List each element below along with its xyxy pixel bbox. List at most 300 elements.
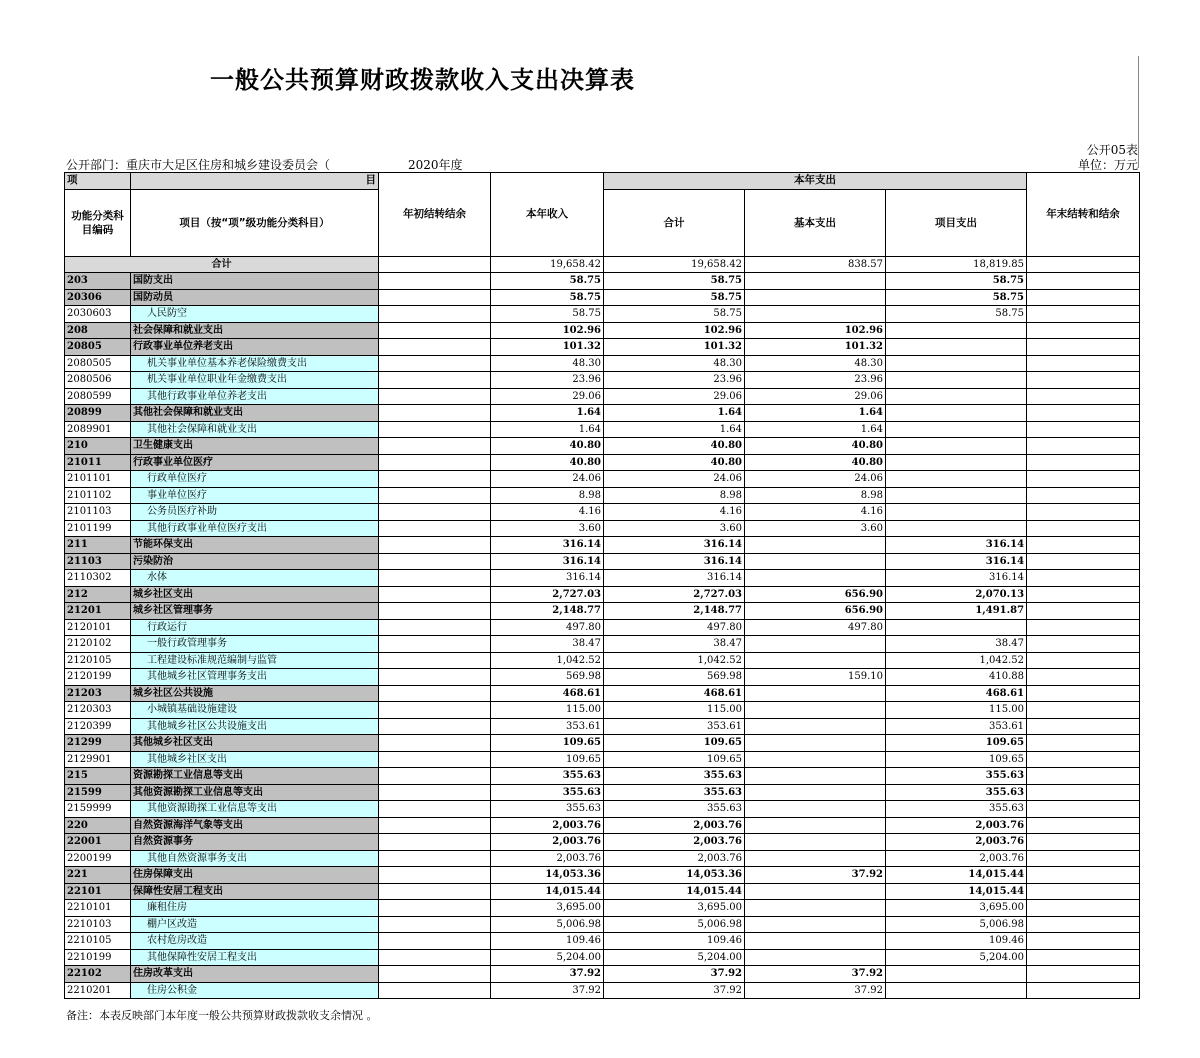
row-income: 3.60 [491, 520, 604, 537]
table-row [65, 339, 1140, 356]
total-basic: 838.57 [745, 256, 886, 273]
table-row [65, 322, 1140, 339]
row-end [1027, 718, 1140, 735]
row-income: 316.14 [491, 553, 604, 570]
row-name: 其他行政事业单位养老支出 [131, 388, 379, 405]
table-row [65, 801, 1140, 818]
row-income: 316.14 [491, 570, 604, 587]
row-project: 1,042.52 [886, 652, 1027, 669]
row-basic: 24.06 [745, 471, 886, 488]
row-total: 58.75 [604, 289, 745, 306]
row-code: 2210201 [65, 982, 131, 999]
row-project [886, 339, 1027, 356]
row-project: 109.65 [886, 735, 1027, 752]
table-row [65, 850, 1140, 867]
row-begin [379, 454, 491, 471]
row-project: 58.75 [886, 306, 1027, 323]
row-income: 4.16 [491, 504, 604, 521]
row-income: 40.80 [491, 454, 604, 471]
header-basic: 基本支出 [745, 189, 886, 256]
table-row [65, 537, 1140, 554]
row-begin [379, 504, 491, 521]
row-name: 资源勘探工业信息等支出 [131, 768, 379, 785]
row-name: 国防动员 [131, 289, 379, 306]
row-code: 210 [65, 438, 131, 455]
table-row [65, 966, 1140, 983]
row-income: 5,006.98 [491, 916, 604, 933]
row-basic [745, 306, 886, 323]
row-end [1027, 520, 1140, 537]
row-project: 2,003.76 [886, 817, 1027, 834]
table-row [65, 306, 1140, 323]
row-basic [745, 768, 886, 785]
row-total: 3,695.00 [604, 900, 745, 917]
row-income: 37.92 [491, 982, 604, 999]
row-basic [745, 718, 886, 735]
row-begin [379, 603, 491, 620]
row-code: 2030603 [65, 306, 131, 323]
header-project: 项目支出 [886, 189, 1027, 256]
table-row [65, 867, 1140, 884]
row-name: 国防支出 [131, 273, 379, 290]
row-begin [379, 933, 491, 950]
row-begin [379, 487, 491, 504]
row-project: 316.14 [886, 570, 1027, 587]
row-income: 102.96 [491, 322, 604, 339]
total-total: 19,658.42 [604, 256, 745, 273]
row-project [886, 322, 1027, 339]
row-income: 29.06 [491, 388, 604, 405]
row-end [1027, 982, 1140, 999]
row-project: 410.88 [886, 669, 1027, 686]
row-name: 水体 [131, 570, 379, 587]
row-basic: 656.90 [745, 603, 886, 620]
row-total: 115.00 [604, 702, 745, 719]
row-name: 一般行政管理事务 [131, 636, 379, 653]
row-project: 115.00 [886, 702, 1027, 719]
row-project [886, 619, 1027, 636]
row-begin [379, 636, 491, 653]
row-name: 其他资源勘探工业信息等支出 [131, 784, 379, 801]
row-end [1027, 553, 1140, 570]
row-end [1027, 388, 1140, 405]
table-row [65, 619, 1140, 636]
row-total: 3.60 [604, 520, 745, 537]
row-name: 农村危房改造 [131, 933, 379, 950]
row-end [1027, 883, 1140, 900]
row-code: 2210101 [65, 900, 131, 917]
table-row [65, 603, 1140, 620]
row-total: 109.65 [604, 735, 745, 752]
row-basic [745, 916, 886, 933]
row-basic: 1.64 [745, 405, 886, 422]
row-income: 23.96 [491, 372, 604, 389]
row-begin [379, 916, 491, 933]
row-total: 58.75 [604, 273, 745, 290]
row-begin [379, 900, 491, 917]
row-total: 355.63 [604, 784, 745, 801]
row-income: 58.75 [491, 306, 604, 323]
row-begin [379, 751, 491, 768]
row-basic [745, 273, 886, 290]
row-basic: 23.96 [745, 372, 886, 389]
row-project: 316.14 [886, 553, 1027, 570]
row-income: 101.32 [491, 339, 604, 356]
row-total: 497.80 [604, 619, 745, 636]
row-begin [379, 652, 491, 669]
row-begin [379, 289, 491, 306]
row-begin [379, 768, 491, 785]
row-income: 24.06 [491, 471, 604, 488]
row-total: 101.32 [604, 339, 745, 356]
table-row [65, 916, 1140, 933]
row-income: 355.63 [491, 768, 604, 785]
row-income: 2,003.76 [491, 817, 604, 834]
row-project: 1,491.87 [886, 603, 1027, 620]
row-basic [745, 652, 886, 669]
row-income: 2,727.03 [491, 586, 604, 603]
row-total: 102.96 [604, 322, 745, 339]
row-name: 事业单位医疗 [131, 487, 379, 504]
row-basic [745, 702, 886, 719]
row-code: 21103 [65, 553, 131, 570]
row-end [1027, 916, 1140, 933]
row-name: 住房改革支出 [131, 966, 379, 983]
total-income: 19,658.42 [491, 256, 604, 273]
row-begin [379, 850, 491, 867]
row-begin [379, 339, 491, 356]
row-project: 58.75 [886, 289, 1027, 306]
form-code: 公开05表 [1086, 143, 1138, 157]
row-total: 8.98 [604, 487, 745, 504]
table-row [65, 570, 1140, 587]
row-end [1027, 339, 1140, 356]
row-code: 220 [65, 817, 131, 834]
row-basic: 37.92 [745, 966, 886, 983]
row-basic [745, 289, 886, 306]
row-code: 2210103 [65, 916, 131, 933]
table-row [65, 520, 1140, 537]
row-begin [379, 685, 491, 702]
row-end [1027, 850, 1140, 867]
row-income: 40.80 [491, 438, 604, 455]
row-code: 2120101 [65, 619, 131, 636]
table-row [65, 817, 1140, 834]
row-basic: 497.80 [745, 619, 886, 636]
total-end [1027, 256, 1140, 273]
row-end [1027, 586, 1140, 603]
row-code: 2101102 [65, 487, 131, 504]
row-basic [745, 817, 886, 834]
row-begin [379, 322, 491, 339]
row-total: 2,727.03 [604, 586, 745, 603]
row-basic [745, 537, 886, 554]
row-begin [379, 669, 491, 686]
row-project [886, 504, 1027, 521]
row-project: 2,003.76 [886, 850, 1027, 867]
row-end [1027, 405, 1140, 422]
unit-label: 单位：万元 [1077, 158, 1138, 172]
row-income: 497.80 [491, 619, 604, 636]
row-begin [379, 735, 491, 752]
row-begin [379, 388, 491, 405]
row-income: 115.00 [491, 702, 604, 719]
row-total: 58.75 [604, 306, 745, 323]
row-total: 2,003.76 [604, 817, 745, 834]
row-project: 2,003.76 [886, 834, 1027, 851]
row-begin [379, 834, 491, 851]
row-project [886, 355, 1027, 372]
header-expense-group: 本年支出 [604, 173, 1027, 190]
row-code: 22001 [65, 834, 131, 851]
row-total: 38.47 [604, 636, 745, 653]
row-income: 355.63 [491, 784, 604, 801]
table-row [65, 702, 1140, 719]
row-income: 38.47 [491, 636, 604, 653]
row-begin [379, 966, 491, 983]
row-end [1027, 652, 1140, 669]
table-row [65, 735, 1140, 752]
row-end [1027, 372, 1140, 389]
row-income: 48.30 [491, 355, 604, 372]
table-row [65, 751, 1140, 768]
row-basic [745, 949, 886, 966]
total-project: 18,819.85 [886, 256, 1027, 273]
page-title: 一般公共预算财政拨款收入支出决算表 [210, 66, 635, 94]
row-basic: 159.10 [745, 669, 886, 686]
header-mu: 目 [131, 173, 379, 190]
row-end [1027, 504, 1140, 521]
row-code: 22101 [65, 883, 131, 900]
row-begin [379, 702, 491, 719]
table-row [65, 949, 1140, 966]
row-total: 316.14 [604, 570, 745, 587]
row-begin [379, 883, 491, 900]
header-item: 项 [65, 173, 131, 190]
row-total: 24.06 [604, 471, 745, 488]
table-row [65, 454, 1140, 471]
table-row [65, 355, 1140, 372]
table-row [65, 471, 1140, 488]
row-code: 211 [65, 537, 131, 554]
table-row [65, 273, 1140, 290]
row-begin [379, 718, 491, 735]
table-row [65, 487, 1140, 504]
table-row [65, 636, 1140, 653]
row-basic [745, 900, 886, 917]
row-name: 住房保障支出 [131, 867, 379, 884]
row-code: 2080505 [65, 355, 131, 372]
row-total: 1.64 [604, 405, 745, 422]
row-end [1027, 471, 1140, 488]
row-end [1027, 289, 1140, 306]
year-label: 2020年度 [408, 158, 463, 172]
row-basic: 8.98 [745, 487, 886, 504]
row-begin [379, 801, 491, 818]
row-end [1027, 487, 1140, 504]
row-income: 3,695.00 [491, 900, 604, 917]
row-income: 58.75 [491, 289, 604, 306]
vertical-rule [1138, 56, 1139, 168]
row-name: 其他资源勘探工业信息等支出 [131, 801, 379, 818]
row-code: 2089901 [65, 421, 131, 438]
row-basic [745, 784, 886, 801]
row-total: 29.06 [604, 388, 745, 405]
row-end [1027, 784, 1140, 801]
row-project: 316.14 [886, 537, 1027, 554]
row-code: 2080599 [65, 388, 131, 405]
row-name: 机关事业单位职业年金缴费支出 [131, 372, 379, 389]
table-row [65, 652, 1140, 669]
row-total: 40.80 [604, 438, 745, 455]
row-total: 1,042.52 [604, 652, 745, 669]
row-income: 109.65 [491, 735, 604, 752]
row-project [886, 421, 1027, 438]
row-name: 人民防空 [131, 306, 379, 323]
row-name: 节能环保支出 [131, 537, 379, 554]
row-code: 22102 [65, 966, 131, 983]
row-basic: 102.96 [745, 322, 886, 339]
row-end [1027, 949, 1140, 966]
row-income: 58.75 [491, 273, 604, 290]
row-name: 其他城乡社区管理事务支出 [131, 669, 379, 686]
row-basic: 4.16 [745, 504, 886, 521]
row-begin [379, 372, 491, 389]
row-code: 2101199 [65, 520, 131, 537]
row-begin [379, 817, 491, 834]
row-name: 其他自然资源事务支出 [131, 850, 379, 867]
table-row [65, 289, 1140, 306]
row-income: 468.61 [491, 685, 604, 702]
row-total: 316.14 [604, 553, 745, 570]
row-code: 2120399 [65, 718, 131, 735]
row-name: 社会保障和就业支出 [131, 322, 379, 339]
row-code: 20899 [65, 405, 131, 422]
row-project [886, 520, 1027, 537]
row-code: 2101103 [65, 504, 131, 521]
row-income: 316.14 [491, 537, 604, 554]
table-row [65, 421, 1140, 438]
row-name: 污染防治 [131, 553, 379, 570]
row-project: 38.47 [886, 636, 1027, 653]
table-row [65, 900, 1140, 917]
row-project [886, 372, 1027, 389]
row-basic [745, 553, 886, 570]
row-total: 569.98 [604, 669, 745, 686]
row-code: 2120303 [65, 702, 131, 719]
row-basic [745, 685, 886, 702]
row-total: 109.65 [604, 751, 745, 768]
row-basic [745, 850, 886, 867]
row-begin [379, 520, 491, 537]
row-project: 3,695.00 [886, 900, 1027, 917]
row-project [886, 487, 1027, 504]
row-basic: 48.30 [745, 355, 886, 372]
row-code: 221 [65, 867, 131, 884]
row-project: 355.63 [886, 768, 1027, 785]
row-name: 行政事业单位养老支出 [131, 339, 379, 356]
row-code: 2210105 [65, 933, 131, 950]
row-total: 37.92 [604, 966, 745, 983]
row-total: 355.63 [604, 801, 745, 818]
row-name: 城乡社区公共设施 [131, 685, 379, 702]
row-name: 行政运行 [131, 619, 379, 636]
row-total: 468.61 [604, 685, 745, 702]
row-begin [379, 273, 491, 290]
row-income: 14,053.36 [491, 867, 604, 884]
row-project: 58.75 [886, 273, 1027, 290]
row-begin [379, 784, 491, 801]
row-project: 109.65 [886, 751, 1027, 768]
row-project [886, 471, 1027, 488]
row-code: 21299 [65, 735, 131, 752]
row-basic: 40.80 [745, 454, 886, 471]
row-end [1027, 669, 1140, 686]
row-code: 20805 [65, 339, 131, 356]
row-basic: 101.32 [745, 339, 886, 356]
row-basic [745, 735, 886, 752]
department-label: 公开部门：重庆市大足区住房和城乡建设委员会（ [66, 158, 331, 172]
row-name: 其他城乡社区支出 [131, 735, 379, 752]
row-basic [745, 933, 886, 950]
header-total: 合计 [604, 189, 745, 256]
row-total: 2,003.76 [604, 834, 745, 851]
row-code: 2200199 [65, 850, 131, 867]
row-total: 37.92 [604, 982, 745, 999]
row-end [1027, 702, 1140, 719]
row-end [1027, 570, 1140, 587]
row-total: 14,053.36 [604, 867, 745, 884]
row-begin [379, 421, 491, 438]
table-row [65, 553, 1140, 570]
row-income: 109.46 [491, 933, 604, 950]
row-end [1027, 603, 1140, 620]
row-end [1027, 322, 1140, 339]
row-basic: 3.60 [745, 520, 886, 537]
row-code: 2159999 [65, 801, 131, 818]
row-begin [379, 306, 491, 323]
row-income: 1.64 [491, 421, 604, 438]
row-project: 14,015.44 [886, 883, 1027, 900]
row-end [1027, 355, 1140, 372]
row-total: 14,015.44 [604, 883, 745, 900]
table-row [65, 933, 1140, 950]
total-row [65, 256, 1140, 273]
row-code: 21599 [65, 784, 131, 801]
row-end [1027, 933, 1140, 950]
row-code: 2120199 [65, 669, 131, 686]
row-basic: 1.64 [745, 421, 886, 438]
header-name: 项目（按“项”级功能分类科目） [131, 189, 379, 256]
row-begin [379, 553, 491, 570]
row-end [1027, 421, 1140, 438]
row-total: 5,006.98 [604, 916, 745, 933]
row-project: 468.61 [886, 685, 1027, 702]
row-name: 自然资源事务 [131, 834, 379, 851]
row-code: 2129901 [65, 751, 131, 768]
row-end [1027, 537, 1140, 554]
row-name: 城乡社区支出 [131, 586, 379, 603]
row-total: 23.96 [604, 372, 745, 389]
row-begin [379, 619, 491, 636]
row-end [1027, 685, 1140, 702]
row-begin [379, 438, 491, 455]
table-row [65, 685, 1140, 702]
row-total: 109.46 [604, 933, 745, 950]
row-total: 48.30 [604, 355, 745, 372]
row-end [1027, 619, 1140, 636]
row-name: 住房公积金 [131, 982, 379, 999]
